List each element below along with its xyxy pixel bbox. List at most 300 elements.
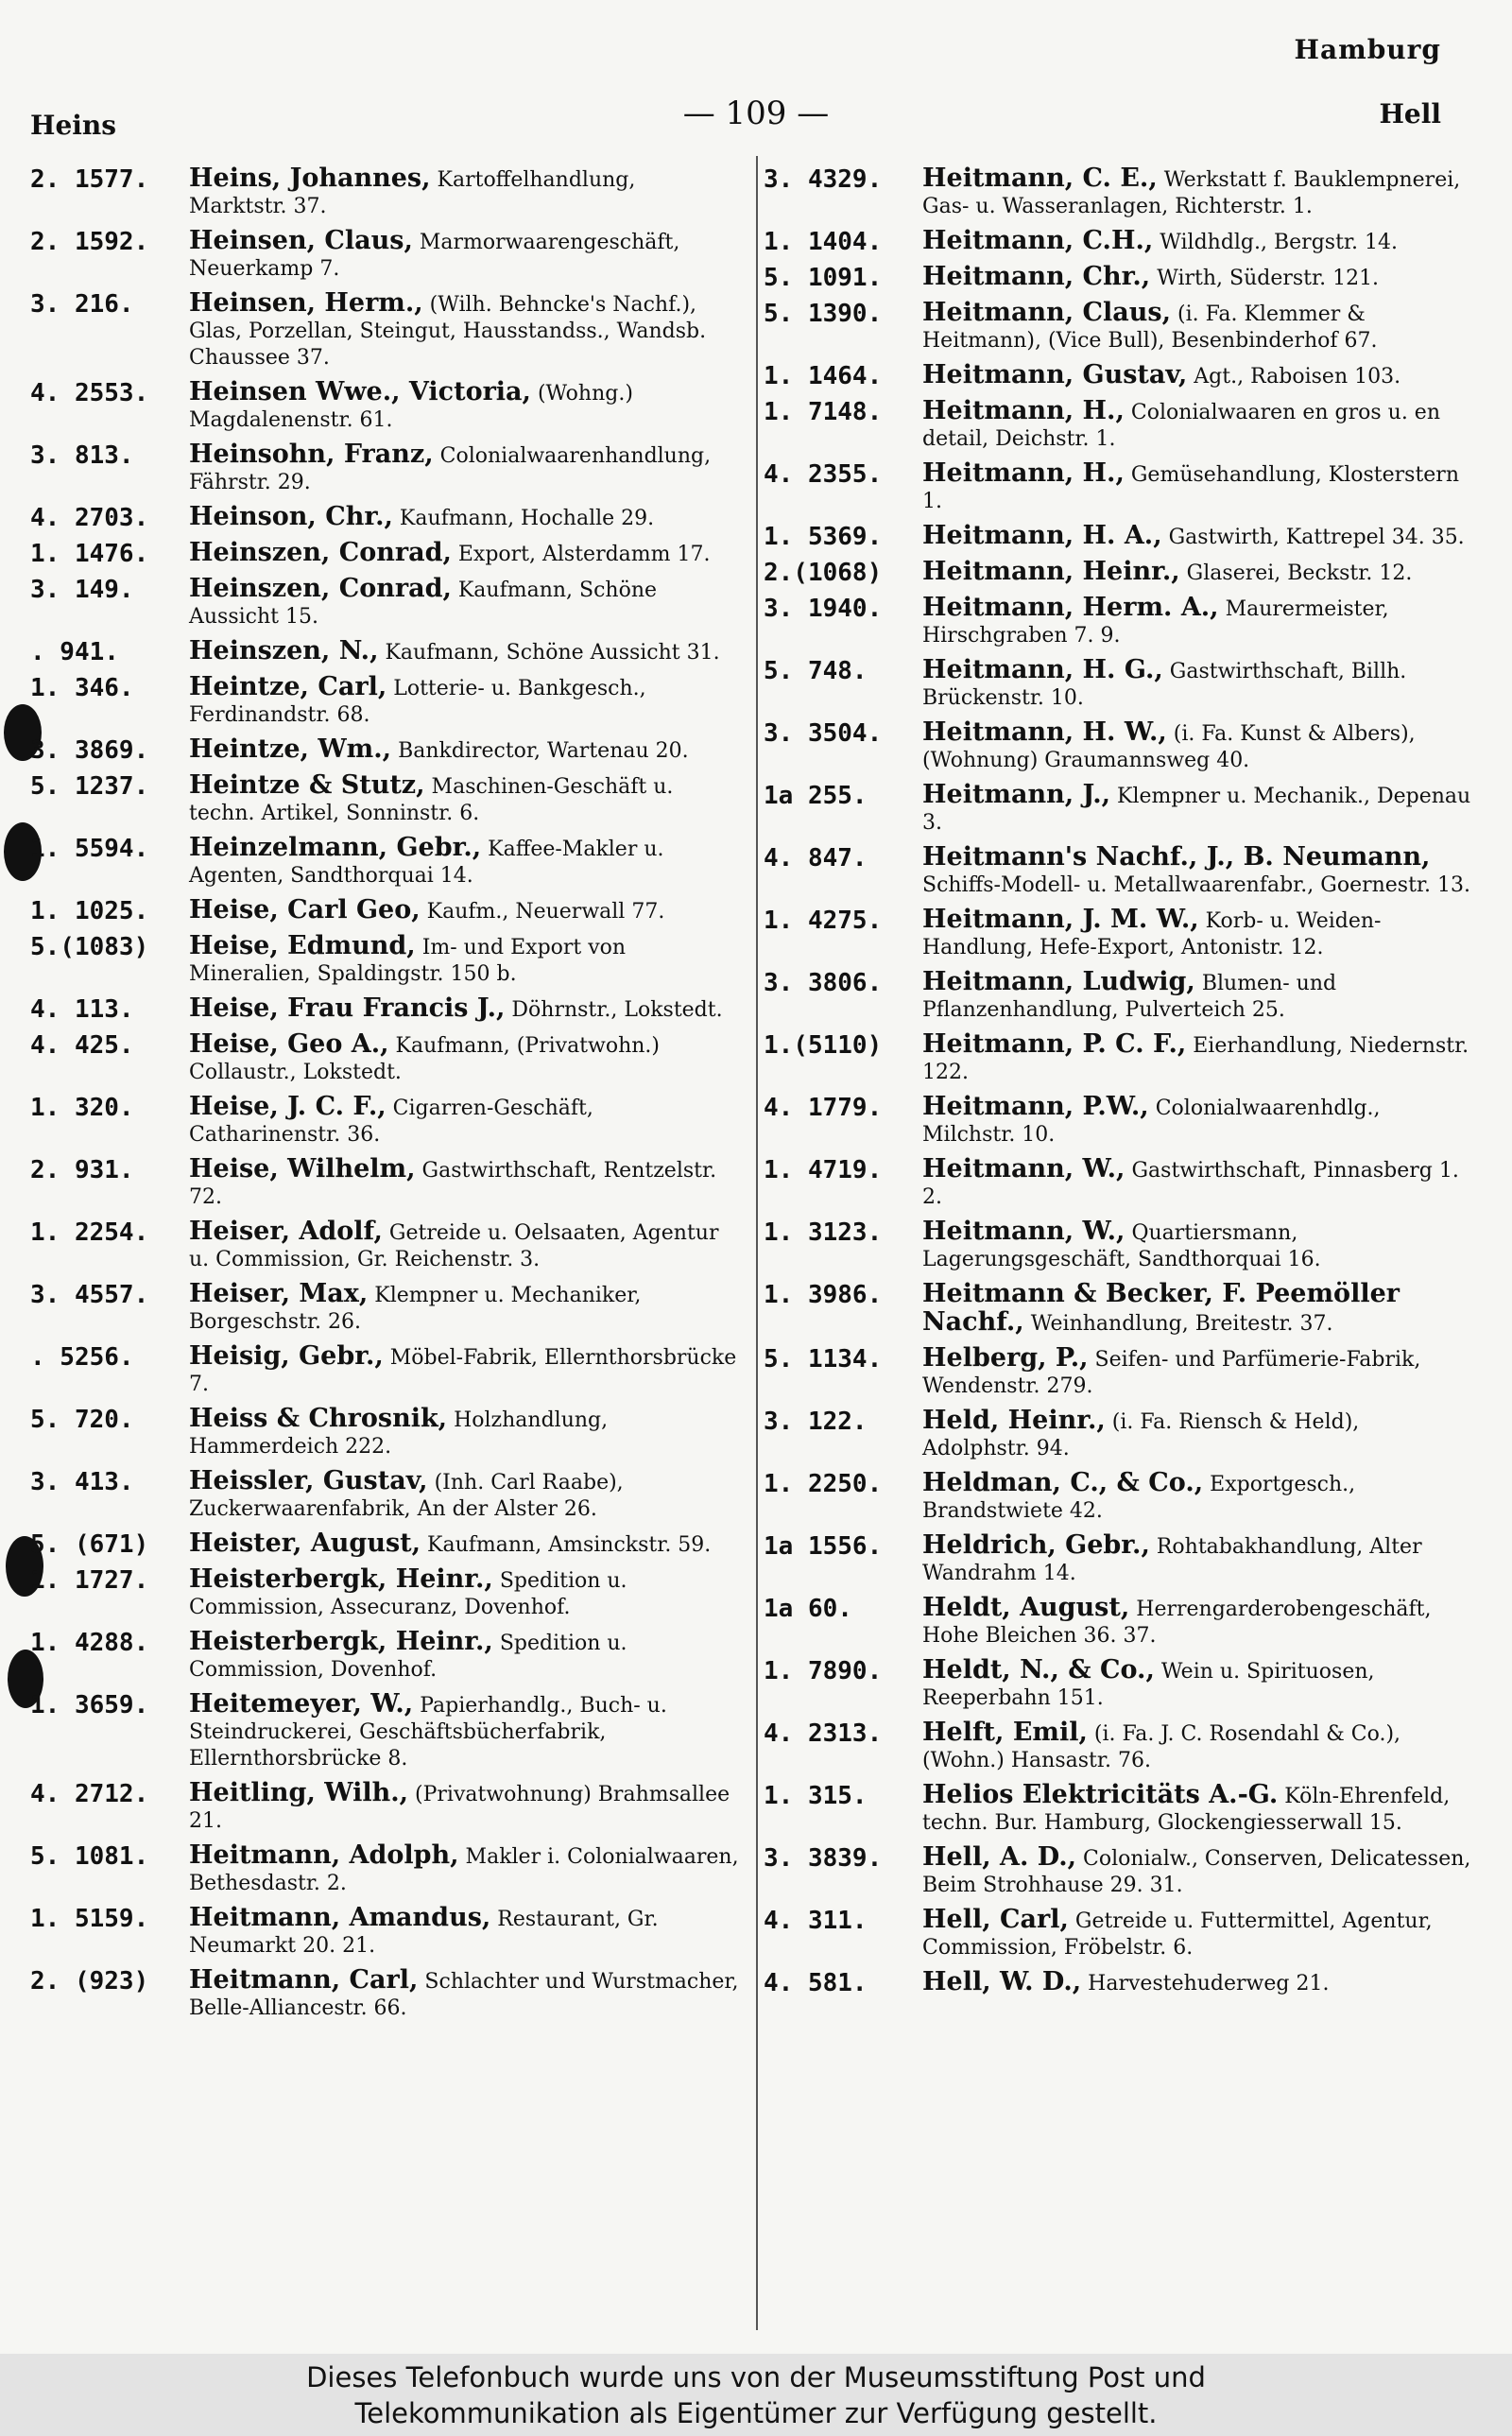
subscriber-details: Klempner u. Mechaniker, Borgeschstr. 26. — [189, 1284, 642, 1334]
directory-entry — [30, 933, 739, 988]
phone-number: 4. 2313. — [764, 1719, 883, 1748]
phone-number: 1.(5110) — [764, 1031, 883, 1060]
running-head-left: Heins — [30, 110, 117, 141]
phone-number: 3. 4557. — [30, 1281, 149, 1309]
subscriber-name: Heldrich, Gebr., — [922, 1530, 1150, 1560]
subscriber-details: Rohtabakhandlung, Alter Wandrahm 14. — [922, 1535, 1422, 1585]
directory-entry — [764, 523, 1472, 551]
subscriber-name: Helios Elektricitäts A.-G. — [922, 1780, 1279, 1809]
subscriber-name: Heister, August, — [189, 1529, 421, 1558]
subscriber-name: Heitmann, H., — [922, 458, 1125, 488]
subscriber-details: (Wilh. Behncke's Nachf.), Glas, Porzellan, Steingut, Hausstandss., Wandsb. Chaussee 37. — [189, 293, 707, 370]
subscriber-name: Heinszen, Conrad, — [189, 538, 452, 567]
entry-text — [922, 1532, 1472, 1587]
directory-entry — [764, 1031, 1472, 1086]
phone-number: 3. 1940. — [764, 595, 883, 623]
phone-number: 2. 1592. — [30, 228, 149, 256]
directory-entry — [30, 1156, 739, 1211]
subscriber-name: Heinsen, Claus, — [189, 226, 413, 255]
phone-number: 3. 813. — [30, 441, 134, 470]
subscriber-name: Heiser, Adolf, — [189, 1217, 383, 1246]
subscriber-name: Heise, Wilhelm, — [189, 1154, 416, 1183]
footer-notice — [0, 2354, 1512, 2436]
subscriber-details: Cigarren-Geschäft, Catharinenstr. 36. — [189, 1097, 593, 1147]
directory-entry — [764, 657, 1472, 712]
subscriber-name: Heitmann, W., — [922, 1154, 1125, 1183]
phone-number: 1. 3123. — [764, 1218, 883, 1247]
subscriber-name: Heise, Carl Geo, — [189, 895, 421, 924]
directory-entry — [30, 1094, 739, 1149]
subscriber-details: Im- und Export von Mineralien, Spaldingstr. 150 b. — [189, 936, 627, 986]
entry-text — [189, 736, 739, 765]
entry-text — [922, 398, 1472, 453]
phone-number: 4. 113. — [30, 995, 134, 1024]
directory-entry — [30, 674, 739, 729]
entry-text — [189, 228, 739, 283]
directory-entry — [764, 844, 1472, 899]
subscriber-details: Lotterie- u. Bankgesch., Ferdinandstr. 68. — [189, 677, 646, 727]
subscriber-name: Heitemeyer, W., — [189, 1689, 414, 1719]
phone-number: 4. 311. — [764, 1907, 868, 1935]
directory-entry — [764, 1532, 1472, 1587]
subscriber-name: Heitmann, J. M. W., — [922, 905, 1199, 934]
phone-number: 3. 216. — [30, 290, 134, 319]
directory-entry — [30, 1842, 739, 1897]
directory-entry — [30, 897, 739, 925]
entry-text — [922, 1094, 1472, 1149]
phone-number: 1. 1476. — [30, 540, 149, 568]
phone-number: 1. 4275. — [764, 907, 883, 935]
directory-entry — [30, 736, 739, 765]
phone-number: 1a 1556. — [764, 1532, 883, 1561]
subscriber-details: Wildhdlg., Bergstr. 14. — [1160, 231, 1398, 254]
directory-entry — [764, 907, 1472, 961]
subscriber-details: Gastwirthschaft, Pinnasberg 1. 2. — [922, 1159, 1459, 1209]
subscriber-name: Heintze, Wm., — [189, 734, 392, 764]
phone-number: 5. 1091. — [764, 264, 883, 292]
entry-text — [922, 228, 1472, 256]
entry-text — [189, 1343, 739, 1398]
subscriber-details: (Inh. Carl Raabe), Zuckerwaarenfabrik, An der Alster 26. — [189, 1471, 624, 1521]
subscriber-name: Heitmann, Amandus, — [189, 1903, 491, 1932]
entry-text — [922, 719, 1472, 774]
subscriber-name: Heitmann, C. E., — [922, 164, 1158, 193]
subscriber-name: Heitmann, P.W., — [922, 1092, 1149, 1121]
phone-number: 1. 1025. — [30, 897, 149, 925]
phone-number: 1a 255. — [764, 782, 868, 810]
subscriber-name: Heldt, N., & Co., — [922, 1655, 1155, 1684]
subscriber-name: Hell, A. D., — [922, 1842, 1077, 1872]
entry-text — [922, 523, 1472, 551]
subscriber-name: Heitmann, Adolph, — [189, 1840, 459, 1870]
entry-text — [922, 165, 1472, 220]
phone-number: 1. 1464. — [764, 362, 883, 390]
subscriber-name: Heitmann's Nachf., J., B. Neumann, — [922, 842, 1431, 872]
subscriber-name: Heise, J. C. F., — [189, 1092, 387, 1121]
phone-number: 5. 1237. — [30, 772, 149, 801]
subscriber-details: Kaffee-Makler u. Agenten, Sandthorquai 14. — [189, 838, 664, 888]
subscriber-details: Korb- u. Weiden-Handlung, Hefe-Export, Antonistr. 12. — [922, 909, 1382, 959]
phone-number: 5. 1390. — [764, 300, 883, 328]
entry-text — [189, 540, 739, 568]
phone-number: 1. 3659. — [30, 1691, 149, 1719]
entry-text — [189, 995, 739, 1024]
phone-number: 1. 1404. — [764, 228, 883, 256]
subscriber-name: Heitmann, H. W., — [922, 717, 1167, 747]
directory-entry — [764, 1657, 1472, 1712]
entry-text — [189, 1691, 739, 1772]
phone-number: 2.(1068) — [764, 559, 883, 587]
directory-entry — [764, 1094, 1472, 1149]
subscriber-name: Heinzelmann, Gebr., — [189, 833, 482, 862]
directory-entry — [30, 379, 739, 434]
phone-number: 1. 320. — [30, 1094, 134, 1122]
phone-number: 4. 1779. — [764, 1094, 883, 1122]
subscriber-details: Glaserei, Beckstr. 12. — [1186, 561, 1413, 585]
subscriber-details: Maschinen-Geschäft u. techn. Artikel, Sonninstr. 6. — [189, 775, 674, 825]
subscriber-details: Schiffs-Modell- u. Metallwaarenfabr., Goernestr. 13. — [922, 873, 1470, 897]
entry-text — [189, 1629, 739, 1684]
entry-text — [189, 441, 739, 496]
directory-entry — [30, 540, 739, 568]
phone-number: 1. 4288. — [30, 1629, 149, 1657]
subscriber-details: Kaufmann, Schöne Aussicht 15. — [189, 579, 658, 629]
directory-entry — [764, 228, 1472, 256]
subscriber-details: Weinhandlung, Breitestr. 37. — [1030, 1312, 1333, 1336]
subscriber-name: Heiss & Chrosnik, — [189, 1404, 448, 1433]
subscriber-details: (i. Fa. Kunst & Albers), (Wohnung) Graumannsweg 40. — [922, 722, 1416, 772]
subscriber-name: Heintze, Carl, — [189, 672, 387, 701]
directory-entry — [764, 1281, 1472, 1338]
subscriber-details: Gastwirthschaft, Billh. Brückenstr. 10. — [922, 660, 1407, 710]
directory-entry — [30, 165, 739, 220]
phone-number: 3. 3504. — [764, 719, 883, 748]
directory-entry — [764, 969, 1472, 1024]
entry-text — [189, 1156, 739, 1211]
subscriber-name: Heisig, Gebr., — [189, 1341, 384, 1371]
phone-number: 1. 5369. — [764, 523, 883, 551]
phone-number: 4. 2703. — [30, 504, 149, 532]
directory-entry — [30, 290, 739, 371]
directory-entry — [764, 1782, 1472, 1837]
directory-entry — [764, 1719, 1472, 1774]
directory-entry — [30, 1905, 739, 1960]
subscriber-details: Exportgesch., Brandstwiete 42. — [922, 1473, 1356, 1523]
subscriber-name: Heitmann, C.H., — [922, 226, 1154, 255]
directory-entry — [30, 1218, 739, 1273]
subscriber-details: Klempner u. Mechanik., Depenau 3. — [922, 785, 1471, 835]
entry-text — [922, 1218, 1472, 1273]
subscriber-details: Kartoffelhandlung, Marktstr. 37. — [189, 168, 636, 218]
phone-number: 3. 3839. — [764, 1844, 883, 1873]
subscriber-details: Gastwirthschaft, Rentzelstr. 72. — [189, 1159, 717, 1209]
subscriber-name: Heldman, C., & Co., — [922, 1468, 1204, 1497]
subscriber-name: Heise, Frau Francis J., — [189, 993, 506, 1023]
directory-entry — [30, 1343, 739, 1398]
entry-text — [189, 1468, 739, 1523]
subscriber-name: Heise, Geo A., — [189, 1029, 389, 1059]
entry-text — [922, 559, 1472, 587]
subscriber-name: Heinszen, Conrad, — [189, 574, 452, 603]
entry-text — [189, 1094, 739, 1149]
entry-text — [922, 362, 1472, 390]
directory-entry — [764, 460, 1472, 515]
right-column — [764, 165, 1472, 2005]
phone-number: 1a 60. — [764, 1595, 852, 1623]
directory-entry — [764, 719, 1472, 774]
directory-entry — [30, 1530, 739, 1559]
subscriber-name: Heinszen, N., — [189, 636, 379, 665]
subscriber-name: Helft, Emil, — [922, 1718, 1088, 1747]
entry-text — [922, 1657, 1472, 1712]
phone-number: 3. 4329. — [764, 165, 883, 194]
subscriber-name: Heitmann, Herm. A., — [922, 593, 1219, 622]
phone-number: 1. 2250. — [764, 1470, 883, 1498]
subscriber-name: Heitmann, J., — [922, 780, 1111, 809]
subscriber-details: Marmorwaarengeschäft, Neuerkamp 7. — [189, 231, 680, 281]
entry-text — [922, 969, 1472, 1024]
subscriber-name: Heitmann, Carl, — [189, 1965, 419, 1995]
subscriber-details: Döhrnstr., Lokstedt. — [511, 998, 723, 1022]
page-number: — 109 — — [682, 95, 830, 132]
phone-number: 1. 315. — [764, 1782, 868, 1810]
directory-entry — [764, 782, 1472, 837]
subscriber-details: Export, Alsterdamm 17. — [457, 543, 711, 566]
subscriber-details: Kaufmann, (Privatwohn.) Collaustr., Lokstedt. — [189, 1034, 661, 1084]
directory-entry — [764, 1969, 1472, 1997]
entry-text — [922, 657, 1472, 712]
subscriber-details: Colonialwaaren en gros u. en detail, Deichstr. 1. — [922, 401, 1440, 451]
subscriber-details: Herrengarderobengeschäft, Hohe Bleichen 36. 37. — [922, 1598, 1432, 1648]
directory-entry — [30, 835, 739, 890]
phone-number: 1. 3986. — [764, 1281, 883, 1309]
running-head-right: Hell — [1379, 98, 1441, 130]
phone-number: 4. 581. — [764, 1969, 868, 1997]
subscriber-name: Heitmann, P. C. F., — [922, 1029, 1187, 1059]
subscriber-details: Harvestehuderweg 21. — [1088, 1972, 1330, 1995]
entry-text — [189, 835, 739, 890]
entry-text — [922, 844, 1472, 899]
entry-text — [922, 907, 1472, 961]
phone-number: 5. (671) — [30, 1530, 149, 1559]
left-column — [30, 165, 739, 2030]
entry-text — [922, 1156, 1472, 1211]
phone-number: 1. 5594. — [30, 835, 149, 863]
phone-number: . 5256. — [30, 1343, 134, 1372]
directory-entry — [764, 1218, 1472, 1273]
subscriber-details: Getreide u. Oelsaaten, Agentur u. Commission, Gr. Reichenstr. 3. — [189, 1221, 719, 1271]
phone-number: 4. 2712. — [30, 1780, 149, 1808]
subscriber-name: Heitmann, Gustav, — [922, 360, 1188, 389]
phone-number: 3. 413. — [30, 1468, 134, 1496]
subscriber-details: Kaufmann, Amsinckstr. 59. — [427, 1533, 712, 1557]
subscriber-details: (Wohng.) Magdalenenstr. 61. — [189, 382, 633, 432]
entry-text — [189, 1566, 739, 1621]
directory-entry — [30, 1468, 739, 1523]
subscriber-details: Köln-Ehrenfeld, techn. Bur. Hamburg, Glockengiesserwall 15. — [922, 1785, 1451, 1835]
directory-entry — [30, 441, 739, 496]
phone-number: 5. 1081. — [30, 1842, 149, 1871]
directory-entry — [30, 576, 739, 631]
subscriber-details: Schlachter und Wurstmacher, Belle-Alliancestr. 66. — [189, 1970, 739, 2020]
entry-text — [922, 1782, 1472, 1837]
entry-text — [922, 1969, 1472, 1997]
directory-entry — [764, 398, 1472, 453]
entry-text — [922, 1470, 1472, 1525]
entry-text — [922, 1719, 1472, 1774]
directory-entry — [764, 1156, 1472, 1211]
subscriber-name: Heinsen Wwe., Victoria, — [189, 377, 531, 406]
entry-text — [189, 576, 739, 631]
entry-text — [189, 1281, 739, 1336]
entry-text — [189, 1967, 739, 2022]
subscriber-name: Heitmann, W., — [922, 1217, 1125, 1246]
subscriber-name: Heisterbergk, Heinr., — [189, 1564, 493, 1594]
phone-number: 3. 149. — [30, 576, 134, 604]
subscriber-details: Kaufmann, Schöne Aussicht 31. — [385, 641, 720, 665]
directory-entry — [764, 165, 1472, 220]
subscriber-details: (Privatwohnung) Brahmsallee 21. — [189, 1783, 730, 1833]
subscriber-name: Heitmann, H. A., — [922, 521, 1162, 550]
subscriber-details: Restaurant, Gr. Neumarkt 20. 21. — [189, 1908, 659, 1958]
directory-entry — [764, 1844, 1472, 1899]
directory-entry — [30, 504, 739, 532]
entry-text — [189, 1031, 739, 1086]
subscriber-details: (i. Fa. J. C. Rosendahl & Co.), (Wohn.) Hansastr. 76. — [922, 1722, 1401, 1772]
subscriber-details: Blumen- und Pflanzenhandlung, Pulverteich 25. — [922, 972, 1337, 1022]
city-heading: Hamburg — [1294, 34, 1441, 65]
directory-entry — [30, 1629, 739, 1684]
entry-text — [922, 1844, 1472, 1899]
directory-entry — [764, 1907, 1472, 1961]
subscriber-details: Wirth, Süderstr. 121. — [1157, 267, 1380, 290]
phone-number: 5. 748. — [764, 657, 868, 685]
directory-entry — [30, 995, 739, 1024]
phone-number: 2. 931. — [30, 1156, 134, 1184]
subscriber-name: Hell, W. D., — [922, 1967, 1082, 1996]
entry-text — [922, 1408, 1472, 1462]
phone-number: 4. 847. — [764, 844, 868, 872]
subscriber-name: Heitmann, Heinr., — [922, 557, 1180, 586]
entry-text — [189, 379, 739, 434]
entry-text — [189, 165, 739, 220]
directory-entry — [30, 1691, 739, 1772]
phone-number: 2. 1577. — [30, 165, 149, 194]
entry-text — [189, 290, 739, 371]
subscriber-name: Heitmann & Becker, F. Peemöller Nachf., — [922, 1279, 1400, 1337]
phone-number: 4. 425. — [30, 1031, 134, 1060]
subscriber-details: Möbel-Fabrik, Ellernthorsbrücke 7. — [189, 1346, 737, 1396]
phone-number: 1. 346. — [30, 674, 134, 702]
directory-entry — [764, 595, 1472, 649]
phone-number: 2. (923) — [30, 1967, 149, 1995]
directory-entry — [764, 264, 1472, 292]
directory-entry — [30, 1281, 739, 1336]
subscriber-details: Papierhandlg., Buch- u. Steindruckerei, Geschäftsbücherfabrik, Ellernthorsbrücke 8. — [189, 1694, 667, 1771]
subscriber-details: Gastwirth, Kattrepel 34. 35. — [1168, 526, 1465, 549]
subscriber-name: Heins, Johannes, — [189, 164, 431, 193]
subscriber-name: Helberg, P., — [922, 1343, 1089, 1373]
subscriber-name: Heintze & Stutz, — [189, 770, 425, 800]
phone-number: 5. 720. — [30, 1406, 134, 1434]
phone-number: 5.(1083) — [30, 933, 149, 961]
footer-line-1: Dieses Telefonbuch wurde uns von der Museumsstiftung Post und — [306, 2361, 1206, 2393]
subscriber-name: Heitmann, Ludwig, — [922, 967, 1195, 996]
entry-text — [922, 1595, 1472, 1650]
phone-number: 1. 4719. — [764, 1156, 883, 1184]
directory-entry — [30, 772, 739, 827]
entry-text — [922, 1031, 1472, 1086]
subscriber-details: Agt., Raboisen 103. — [1194, 365, 1401, 389]
subscriber-details: (i. Fa. Riensch & Held), Adolphstr. 94. — [922, 1410, 1360, 1460]
subscriber-details: Getreide u. Futtermittel, Agentur, Commission, Fröbelstr. 6. — [922, 1909, 1433, 1960]
subscriber-details: Colonialwaarenhdlg., Milchstr. 10. — [922, 1097, 1381, 1147]
directory-entry — [30, 1406, 739, 1460]
entry-text — [922, 595, 1472, 649]
subscriber-details: Kaufmann, Hochalle 29. — [399, 507, 655, 530]
directory-entry — [764, 1345, 1472, 1400]
entry-text — [922, 300, 1472, 354]
subscriber-details: Quartiersmann, Lagerungsgeschäft, Sandthorquai 16. — [922, 1221, 1321, 1271]
phone-number: 4. 2355. — [764, 460, 883, 489]
entry-text — [189, 504, 739, 532]
column-divider — [756, 156, 758, 2330]
subscriber-details: Kaufm., Neuerwall 77. — [426, 900, 665, 924]
footer-line-2: Telekommunikation als Eigentümer zur Verfügung gestellt. — [354, 2397, 1158, 2429]
subscriber-name: Heinson, Chr., — [189, 502, 393, 531]
subscriber-details: Colonialwaarenhandlung, Fährstr. 29. — [189, 444, 712, 494]
entry-text — [922, 460, 1472, 515]
subscriber-details: Gemüsehandlung, Klosterstern 1. — [922, 463, 1459, 513]
phone-number: 1. 7890. — [764, 1657, 883, 1685]
phone-number: 4. 2553. — [30, 379, 149, 407]
phone-number: 3. 3806. — [764, 969, 883, 997]
entry-text — [189, 1842, 739, 1897]
subscriber-name: Held, Heinr., — [922, 1406, 1106, 1435]
subscriber-details: Wein u. Spirituosen, Reeperbahn 151. — [922, 1660, 1375, 1710]
entry-text — [189, 674, 739, 729]
entry-text — [922, 1345, 1472, 1400]
entry-text — [189, 1406, 739, 1460]
directory-entry — [30, 638, 739, 666]
subscriber-details: Makler i. Colonialwaaren, Bethesdastr. 2. — [189, 1845, 739, 1895]
subscriber-name: Heisterbergk, Heinr., — [189, 1627, 493, 1656]
phone-number: 3. 122. — [764, 1408, 868, 1436]
directory-entry — [764, 1595, 1472, 1650]
entry-text — [189, 1905, 739, 1960]
directory-entry — [30, 228, 739, 283]
directory-entry — [30, 1031, 739, 1086]
entry-text — [922, 264, 1472, 292]
directory-entry — [764, 1408, 1472, 1462]
subscriber-name: Heitmann, H. G., — [922, 655, 1163, 684]
subscriber-details: Eierhandlung, Niedernstr. 122. — [922, 1034, 1469, 1084]
entry-text — [189, 897, 739, 925]
directory-entry — [764, 1470, 1472, 1525]
entry-text — [189, 1780, 739, 1835]
subscriber-name: Heiser, Max, — [189, 1279, 369, 1308]
entry-text — [189, 772, 739, 827]
subscriber-name: Hell, Carl, — [922, 1905, 1069, 1934]
directory-entry — [764, 559, 1472, 587]
subscriber-name: Heitling, Wilh., — [189, 1778, 409, 1807]
subscriber-details: Seifen- und Parfümerie-Fabrik, Wendenstr. 279. — [922, 1348, 1421, 1398]
phone-number: 1. 5159. — [30, 1905, 149, 1933]
subscriber-details: Spedition u. Commission, Dovenhof. — [189, 1632, 627, 1682]
phone-number: 5. 1134. — [764, 1345, 883, 1373]
phone-number: 1. 2254. — [30, 1218, 149, 1247]
subscriber-details: Werkstatt f. Bauklempnerei, Gas- u. Wasseranlagen, Richterstr. 1. — [922, 168, 1461, 218]
